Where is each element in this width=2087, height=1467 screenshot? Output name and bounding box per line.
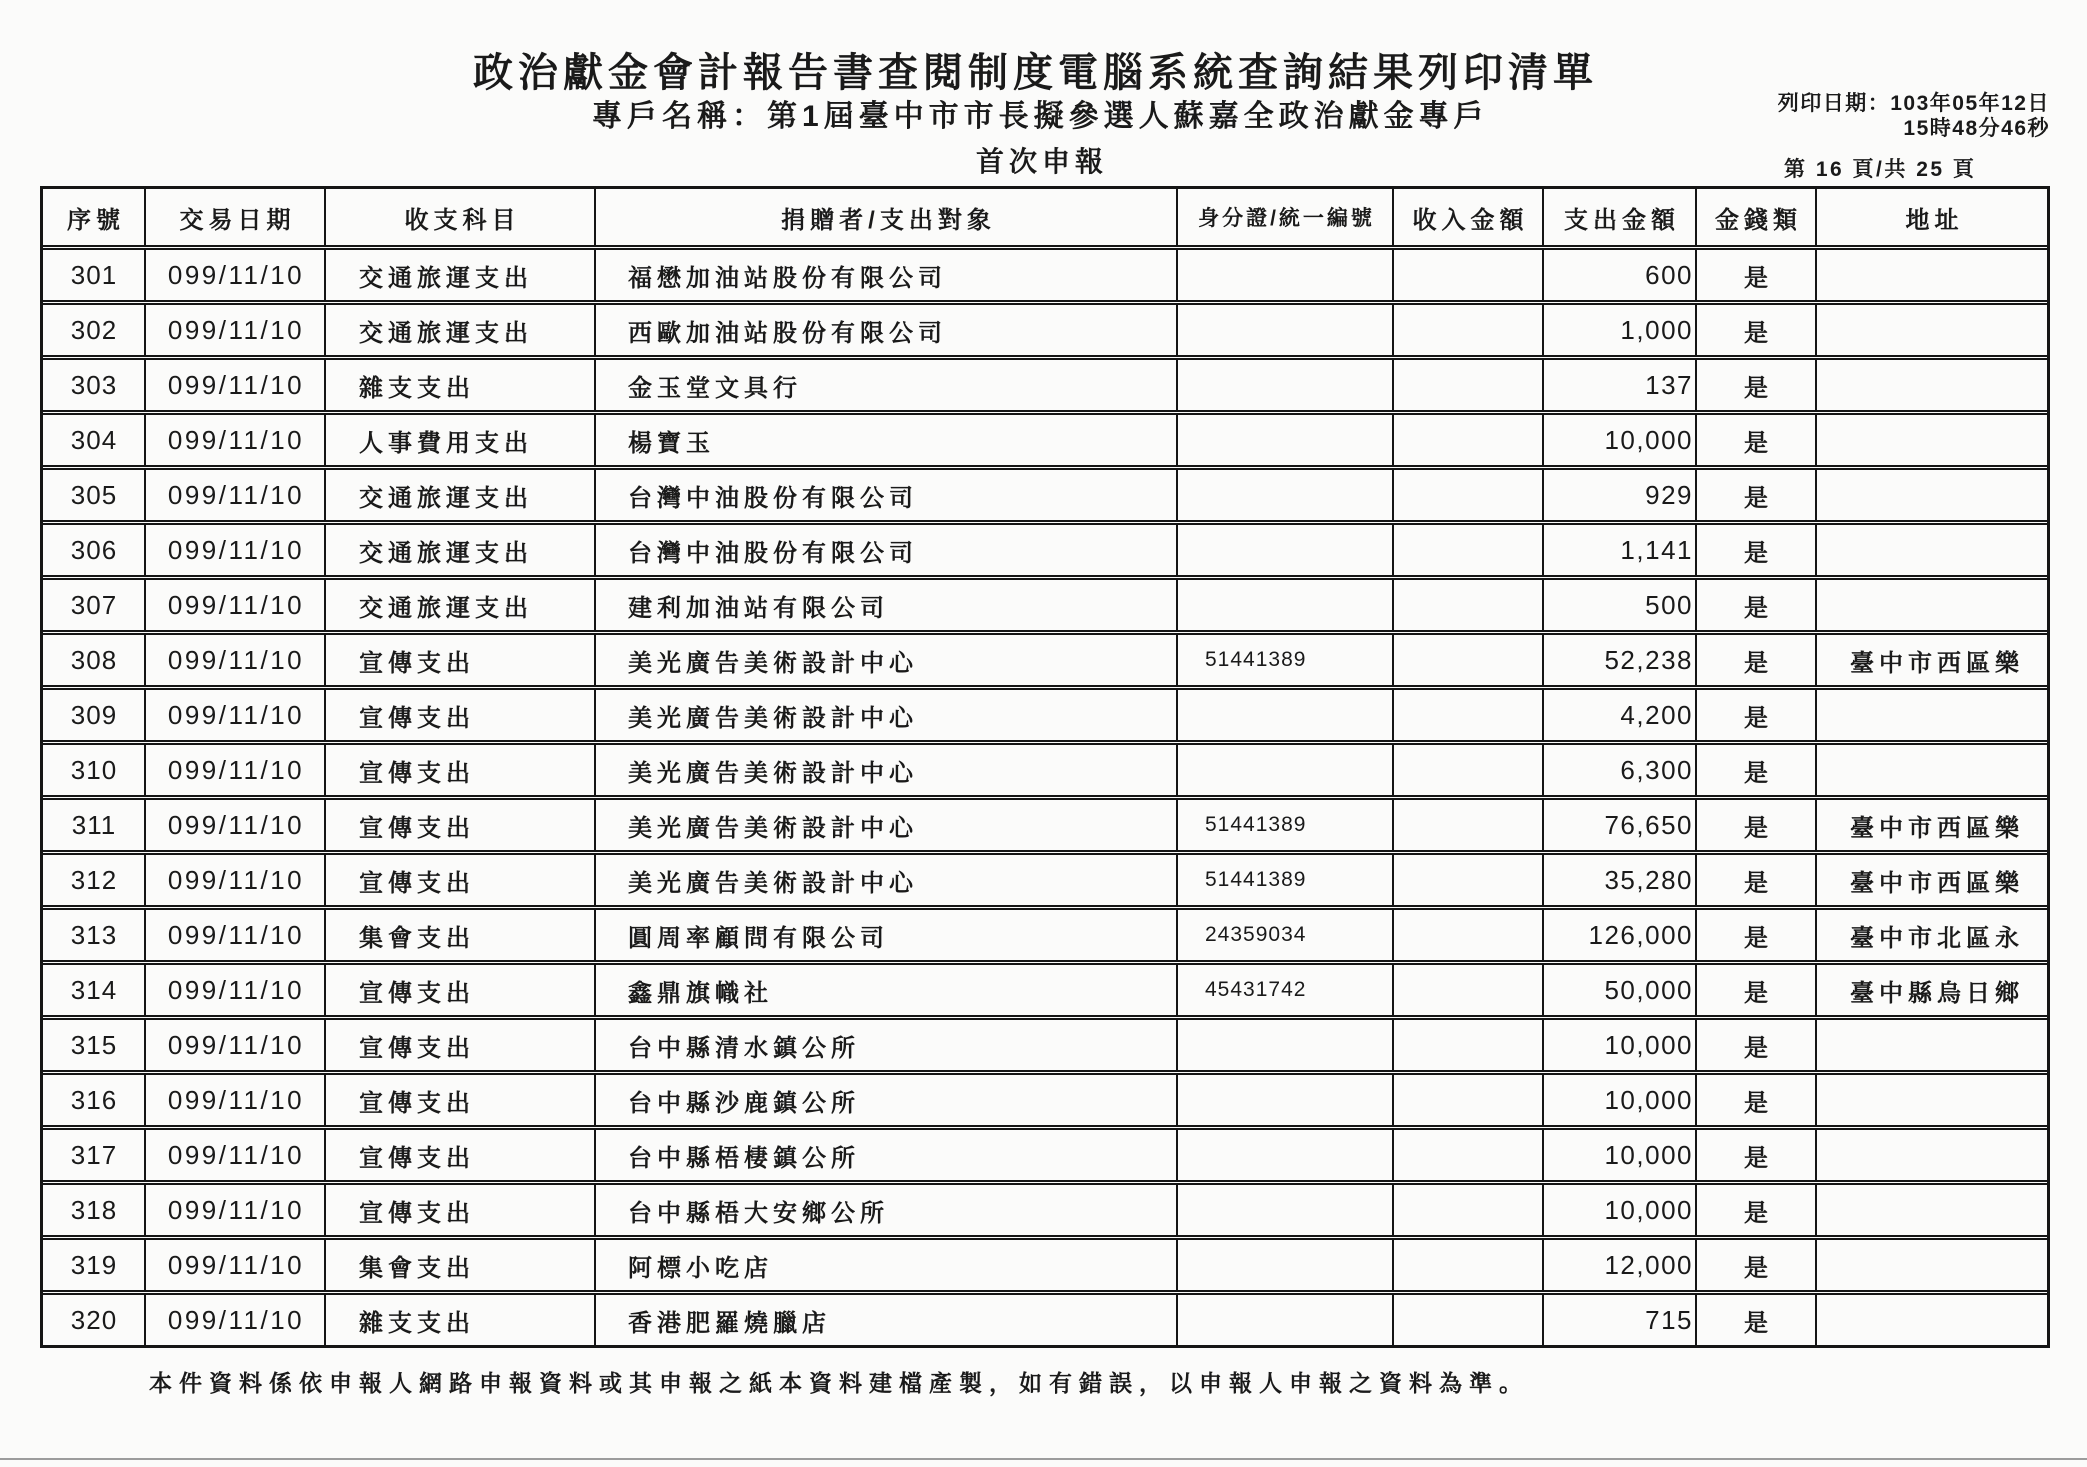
cell-serial-number: 307 bbox=[43, 580, 146, 630]
cell-transaction-date: 099/11/10 bbox=[146, 1075, 326, 1125]
cell-counterparty: 香港肥羅燒臘店 bbox=[596, 1295, 1178, 1345]
cell-cash-type: 是 bbox=[1697, 580, 1817, 630]
cell-expense-amount: 10,000 bbox=[1544, 415, 1697, 465]
cell-cash-type: 是 bbox=[1697, 690, 1817, 740]
table-row bbox=[43, 1075, 2047, 1130]
cell-expense-amount: 1,141 bbox=[1544, 525, 1697, 575]
cell-counterparty: 圓周率顧問有限公司 bbox=[596, 910, 1178, 960]
cell-income-amount bbox=[1394, 1020, 1544, 1070]
cell-cash-type: 是 bbox=[1697, 1075, 1817, 1125]
cell-id-number bbox=[1178, 360, 1394, 410]
cell-counterparty: 福懋加油站股份有限公司 bbox=[596, 250, 1178, 300]
cell-cash-type: 是 bbox=[1697, 250, 1817, 300]
cell-address: 臺中市北區永 bbox=[1850, 924, 2024, 952]
cell-expense-amount: 35,280 bbox=[1544, 855, 1697, 905]
cell-id-number: 51441389 bbox=[1178, 855, 1394, 905]
report-type: 首次申報 bbox=[976, 145, 1109, 178]
cell-address bbox=[1817, 360, 2047, 410]
cell-id-number bbox=[1178, 250, 1394, 300]
table-row bbox=[43, 1130, 2047, 1185]
cell-income-amount bbox=[1394, 305, 1544, 355]
cell-expense-amount: 600 bbox=[1544, 250, 1697, 300]
table-row bbox=[43, 910, 2047, 965]
cell-serial-number: 317 bbox=[43, 1130, 146, 1180]
cell-serial-number: 318 bbox=[43, 1185, 146, 1235]
cell-counterparty: 美光廣告美術設計中心 bbox=[596, 745, 1178, 795]
cell-counterparty: 台中縣清水鎮公所 bbox=[596, 1020, 1178, 1070]
cell-id-number bbox=[1178, 1130, 1394, 1180]
cell-address bbox=[1817, 1020, 2047, 1070]
table-row bbox=[43, 1185, 2047, 1240]
cell-expense-amount: 50,000 bbox=[1544, 965, 1697, 1015]
table-header-row bbox=[43, 189, 2047, 250]
cell-counterparty: 台中縣梧大安鄉公所 bbox=[596, 1185, 1178, 1235]
cell-transaction-date: 099/11/10 bbox=[146, 1185, 326, 1235]
table-row bbox=[43, 800, 2047, 855]
cell-id-number bbox=[1178, 745, 1394, 795]
table-row bbox=[43, 415, 2047, 470]
cell-serial-number: 313 bbox=[43, 910, 146, 960]
cell-cash-type: 是 bbox=[1697, 910, 1817, 960]
cell-category: 宣傳支出 bbox=[326, 800, 596, 850]
cell-category: 宣傳支出 bbox=[326, 1075, 596, 1125]
cell-counterparty: 建利加油站有限公司 bbox=[596, 580, 1178, 630]
table-row bbox=[43, 855, 2047, 910]
cell-counterparty: 西歐加油站股份有限公司 bbox=[596, 305, 1178, 355]
cell-transaction-date: 099/11/10 bbox=[146, 1130, 326, 1180]
cell-category: 集會支出 bbox=[326, 1240, 596, 1290]
cell-id-number bbox=[1178, 305, 1394, 355]
cell-id-number: 24359034 bbox=[1178, 910, 1394, 960]
cell-cash-type: 是 bbox=[1697, 360, 1817, 410]
cell-address bbox=[1817, 1185, 2047, 1235]
cell-expense-amount: 500 bbox=[1544, 580, 1697, 630]
table-body bbox=[43, 250, 2047, 1345]
cell-expense-amount: 10,000 bbox=[1544, 1130, 1697, 1180]
cell-expense-amount: 126,000 bbox=[1544, 910, 1697, 960]
cell-expense-amount: 6,300 bbox=[1544, 745, 1697, 795]
cell-counterparty: 美光廣告美術設計中心 bbox=[596, 635, 1178, 685]
table-row bbox=[43, 1020, 2047, 1075]
cell-category: 雜支支出 bbox=[326, 1295, 596, 1345]
cell-address bbox=[1817, 1295, 2047, 1345]
cell-category: 人事費用支出 bbox=[326, 415, 596, 465]
account-name: 專戶名稱：第1屆臺中市市長擬參選人蘇嘉全政治獻金專戶 bbox=[592, 100, 1489, 133]
cell-address bbox=[1817, 305, 2047, 355]
cell-address bbox=[1817, 1240, 2047, 1290]
cell-category: 宣傳支出 bbox=[326, 1130, 596, 1180]
footer-note: 本件資料係依申報人網路申報資料或其申報之紙本資料建檔產製，如有錯誤，以申報人申報之資料為準。 bbox=[149, 1371, 1529, 1397]
cell-address bbox=[1817, 690, 2047, 740]
cell-serial-number: 308 bbox=[43, 635, 146, 685]
report-title: 政治獻金會計報告書查閱制度電腦系統查詢結果列印清單 bbox=[473, 50, 1598, 96]
cell-address bbox=[1817, 250, 2047, 300]
header-counterparty: 捐贈者/支出對象 bbox=[596, 189, 1178, 245]
cell-transaction-date: 099/11/10 bbox=[146, 800, 326, 850]
table-row bbox=[43, 580, 2047, 635]
cell-category: 宣傳支出 bbox=[326, 635, 596, 685]
scan-edge-line bbox=[0, 1458, 2087, 1460]
cell-income-amount bbox=[1394, 910, 1544, 960]
cell-cash-type: 是 bbox=[1697, 415, 1817, 465]
cell-income-amount bbox=[1394, 965, 1544, 1015]
header-transaction-date: 交易日期 bbox=[146, 189, 326, 245]
cell-address bbox=[1817, 470, 2047, 520]
cell-serial-number: 311 bbox=[43, 800, 146, 850]
cell-cash-type: 是 bbox=[1697, 1295, 1817, 1345]
cell-counterparty: 美光廣告美術設計中心 bbox=[596, 800, 1178, 850]
cell-income-amount bbox=[1394, 690, 1544, 740]
cell-id-number bbox=[1178, 1240, 1394, 1290]
cell-serial-number: 309 bbox=[43, 690, 146, 740]
cell-income-amount bbox=[1394, 635, 1544, 685]
cell-cash-type: 是 bbox=[1697, 470, 1817, 520]
cell-id-number bbox=[1178, 525, 1394, 575]
cell-income-amount bbox=[1394, 1295, 1544, 1345]
cell-id-number: 51441389 bbox=[1178, 635, 1394, 685]
cell-expense-amount: 10,000 bbox=[1544, 1075, 1697, 1125]
page-info: 第 16 頁/共 25 頁 bbox=[1784, 158, 1977, 181]
cell-income-amount bbox=[1394, 415, 1544, 465]
cell-transaction-date: 099/11/10 bbox=[146, 305, 326, 355]
cell-expense-amount: 12,000 bbox=[1544, 1240, 1697, 1290]
cell-serial-number: 316 bbox=[43, 1075, 146, 1125]
table-row bbox=[43, 635, 2047, 690]
table-row bbox=[43, 1240, 2047, 1295]
cell-transaction-date: 099/11/10 bbox=[146, 910, 326, 960]
cell-category: 宣傳支出 bbox=[326, 965, 596, 1015]
cell-expense-amount: 715 bbox=[1544, 1295, 1697, 1345]
cell-address bbox=[1817, 1130, 2047, 1180]
cell-id-number bbox=[1178, 1075, 1394, 1125]
header-address: 地址 bbox=[1905, 206, 1964, 234]
cell-expense-amount: 10,000 bbox=[1544, 1020, 1697, 1070]
cell-serial-number: 304 bbox=[43, 415, 146, 465]
cell-id-number bbox=[1178, 470, 1394, 520]
cell-address bbox=[1817, 415, 2047, 465]
cell-id-number bbox=[1178, 690, 1394, 740]
cell-transaction-date: 099/11/10 bbox=[146, 580, 326, 630]
cell-serial-number: 301 bbox=[43, 250, 146, 300]
cell-category: 宣傳支出 bbox=[326, 855, 596, 905]
cell-expense-amount: 52,238 bbox=[1544, 635, 1697, 685]
cell-counterparty: 楊寶玉 bbox=[596, 415, 1178, 465]
cell-address bbox=[1817, 525, 2047, 575]
cell-expense-amount: 1,000 bbox=[1544, 305, 1697, 355]
transactions-table bbox=[40, 186, 2050, 1348]
cell-counterparty: 美光廣告美術設計中心 bbox=[596, 855, 1178, 905]
cell-id-number bbox=[1178, 580, 1394, 630]
cell-id-number: 51441389 bbox=[1178, 800, 1394, 850]
cell-cash-type: 是 bbox=[1697, 1020, 1817, 1070]
cell-transaction-date: 099/11/10 bbox=[146, 745, 326, 795]
cell-address bbox=[1817, 1075, 2047, 1125]
table-row bbox=[43, 745, 2047, 800]
cell-cash-type: 是 bbox=[1697, 800, 1817, 850]
cell-category: 宣傳支出 bbox=[326, 690, 596, 740]
cell-category: 宣傳支出 bbox=[326, 1020, 596, 1070]
cell-counterparty: 美光廣告美術設計中心 bbox=[596, 690, 1178, 740]
cell-expense-amount: 137 bbox=[1544, 360, 1697, 410]
cell-cash-type: 是 bbox=[1697, 1130, 1817, 1180]
cell-expense-amount: 10,000 bbox=[1544, 1185, 1697, 1235]
cell-id-number bbox=[1178, 1020, 1394, 1070]
cell-income-amount bbox=[1394, 580, 1544, 630]
cell-counterparty: 金玉堂文具行 bbox=[596, 360, 1178, 410]
cell-serial-number: 320 bbox=[43, 1295, 146, 1345]
cell-transaction-date: 099/11/10 bbox=[146, 1295, 326, 1345]
header-category: 收支科目 bbox=[326, 189, 596, 245]
cell-category: 交通旅運支出 bbox=[326, 305, 596, 355]
cell-expense-amount: 4,200 bbox=[1544, 690, 1697, 740]
cell-income-amount bbox=[1394, 360, 1544, 410]
cell-id-number bbox=[1178, 1185, 1394, 1235]
cell-income-amount bbox=[1394, 470, 1544, 520]
cell-counterparty: 台中縣沙鹿鎮公所 bbox=[596, 1075, 1178, 1125]
cell-serial-number: 319 bbox=[43, 1240, 146, 1290]
cell-serial-number: 303 bbox=[43, 360, 146, 410]
cell-address bbox=[1817, 580, 2047, 630]
table-row bbox=[43, 690, 2047, 745]
header-expense-amount: 支出金額 bbox=[1544, 189, 1697, 245]
cell-cash-type: 是 bbox=[1697, 525, 1817, 575]
table-row bbox=[43, 250, 2047, 305]
cell-category: 交通旅運支出 bbox=[326, 525, 596, 575]
cell-income-amount bbox=[1394, 1185, 1544, 1235]
cell-transaction-date: 099/11/10 bbox=[146, 635, 326, 685]
cell-category: 宣傳支出 bbox=[326, 745, 596, 795]
cell-income-amount bbox=[1394, 800, 1544, 850]
cell-transaction-date: 099/11/10 bbox=[146, 690, 326, 740]
cell-cash-type: 是 bbox=[1697, 855, 1817, 905]
print-time: 15時48分46秒 bbox=[1903, 117, 2050, 140]
table-row bbox=[43, 965, 2047, 1020]
cell-serial-number: 306 bbox=[43, 525, 146, 575]
print-date: 列印日期：103年05年12日 bbox=[1777, 92, 2050, 115]
cell-cash-type: 是 bbox=[1697, 305, 1817, 355]
cell-cash-type: 是 bbox=[1697, 1185, 1817, 1235]
cell-category: 交通旅運支出 bbox=[326, 250, 596, 300]
cell-counterparty: 阿標小吃店 bbox=[596, 1240, 1178, 1290]
cell-address bbox=[1817, 745, 2047, 795]
cell-transaction-date: 099/11/10 bbox=[146, 525, 326, 575]
cell-serial-number: 302 bbox=[43, 305, 146, 355]
header-serial-number: 序號 bbox=[43, 189, 146, 245]
cell-serial-number: 314 bbox=[43, 965, 146, 1015]
cell-income-amount bbox=[1394, 525, 1544, 575]
table-row bbox=[43, 1295, 2047, 1345]
cell-address: 臺中市西區樂 bbox=[1850, 649, 2024, 677]
table-row bbox=[43, 360, 2047, 415]
table-row bbox=[43, 525, 2047, 580]
header-id-number: 身分證/統一編號 bbox=[1178, 189, 1394, 245]
cell-serial-number: 305 bbox=[43, 470, 146, 520]
cell-transaction-date: 099/11/10 bbox=[146, 1240, 326, 1290]
cell-transaction-date: 099/11/10 bbox=[146, 965, 326, 1015]
cell-cash-type: 是 bbox=[1697, 965, 1817, 1015]
cell-category: 交通旅運支出 bbox=[326, 470, 596, 520]
table-row bbox=[43, 470, 2047, 525]
cell-id-number: 45431742 bbox=[1178, 965, 1394, 1015]
cell-serial-number: 315 bbox=[43, 1020, 146, 1070]
cell-counterparty: 台灣中油股份有限公司 bbox=[596, 525, 1178, 575]
cell-cash-type: 是 bbox=[1697, 745, 1817, 795]
cell-expense-amount: 76,650 bbox=[1544, 800, 1697, 850]
cell-id-number bbox=[1178, 415, 1394, 465]
cell-income-amount bbox=[1394, 855, 1544, 905]
cell-cash-type: 是 bbox=[1697, 1240, 1817, 1290]
cell-address: 臺中縣烏日鄉 bbox=[1850, 979, 2024, 1007]
cell-counterparty: 鑫鼎旗幟社 bbox=[596, 965, 1178, 1015]
cell-income-amount bbox=[1394, 1130, 1544, 1180]
cell-counterparty: 台灣中油股份有限公司 bbox=[596, 470, 1178, 520]
cell-counterparty: 台中縣梧棲鎮公所 bbox=[596, 1130, 1178, 1180]
cell-category: 集會支出 bbox=[326, 910, 596, 960]
header-cash-type: 金錢類 bbox=[1697, 189, 1817, 245]
cell-cash-type: 是 bbox=[1697, 635, 1817, 685]
cell-address: 臺中市西區樂 bbox=[1850, 869, 2024, 897]
cell-serial-number: 310 bbox=[43, 745, 146, 795]
cell-expense-amount: 929 bbox=[1544, 470, 1697, 520]
cell-category: 雜支支出 bbox=[326, 360, 596, 410]
cell-income-amount bbox=[1394, 250, 1544, 300]
cell-transaction-date: 099/11/10 bbox=[146, 855, 326, 905]
cell-category: 宣傳支出 bbox=[326, 1185, 596, 1235]
cell-category: 交通旅運支出 bbox=[326, 580, 596, 630]
cell-income-amount bbox=[1394, 1240, 1544, 1290]
cell-transaction-date: 099/11/10 bbox=[146, 1020, 326, 1070]
header-income-amount: 收入金額 bbox=[1394, 189, 1544, 245]
cell-transaction-date: 099/11/10 bbox=[146, 360, 326, 410]
cell-serial-number: 312 bbox=[43, 855, 146, 905]
cell-income-amount bbox=[1394, 745, 1544, 795]
cell-transaction-date: 099/11/10 bbox=[146, 470, 326, 520]
cell-id-number bbox=[1178, 1295, 1394, 1345]
cell-transaction-date: 099/11/10 bbox=[146, 250, 326, 300]
cell-transaction-date: 099/11/10 bbox=[146, 415, 326, 465]
cell-income-amount bbox=[1394, 1075, 1544, 1125]
cell-address: 臺中市西區樂 bbox=[1850, 814, 2024, 842]
table-row bbox=[43, 305, 2047, 360]
